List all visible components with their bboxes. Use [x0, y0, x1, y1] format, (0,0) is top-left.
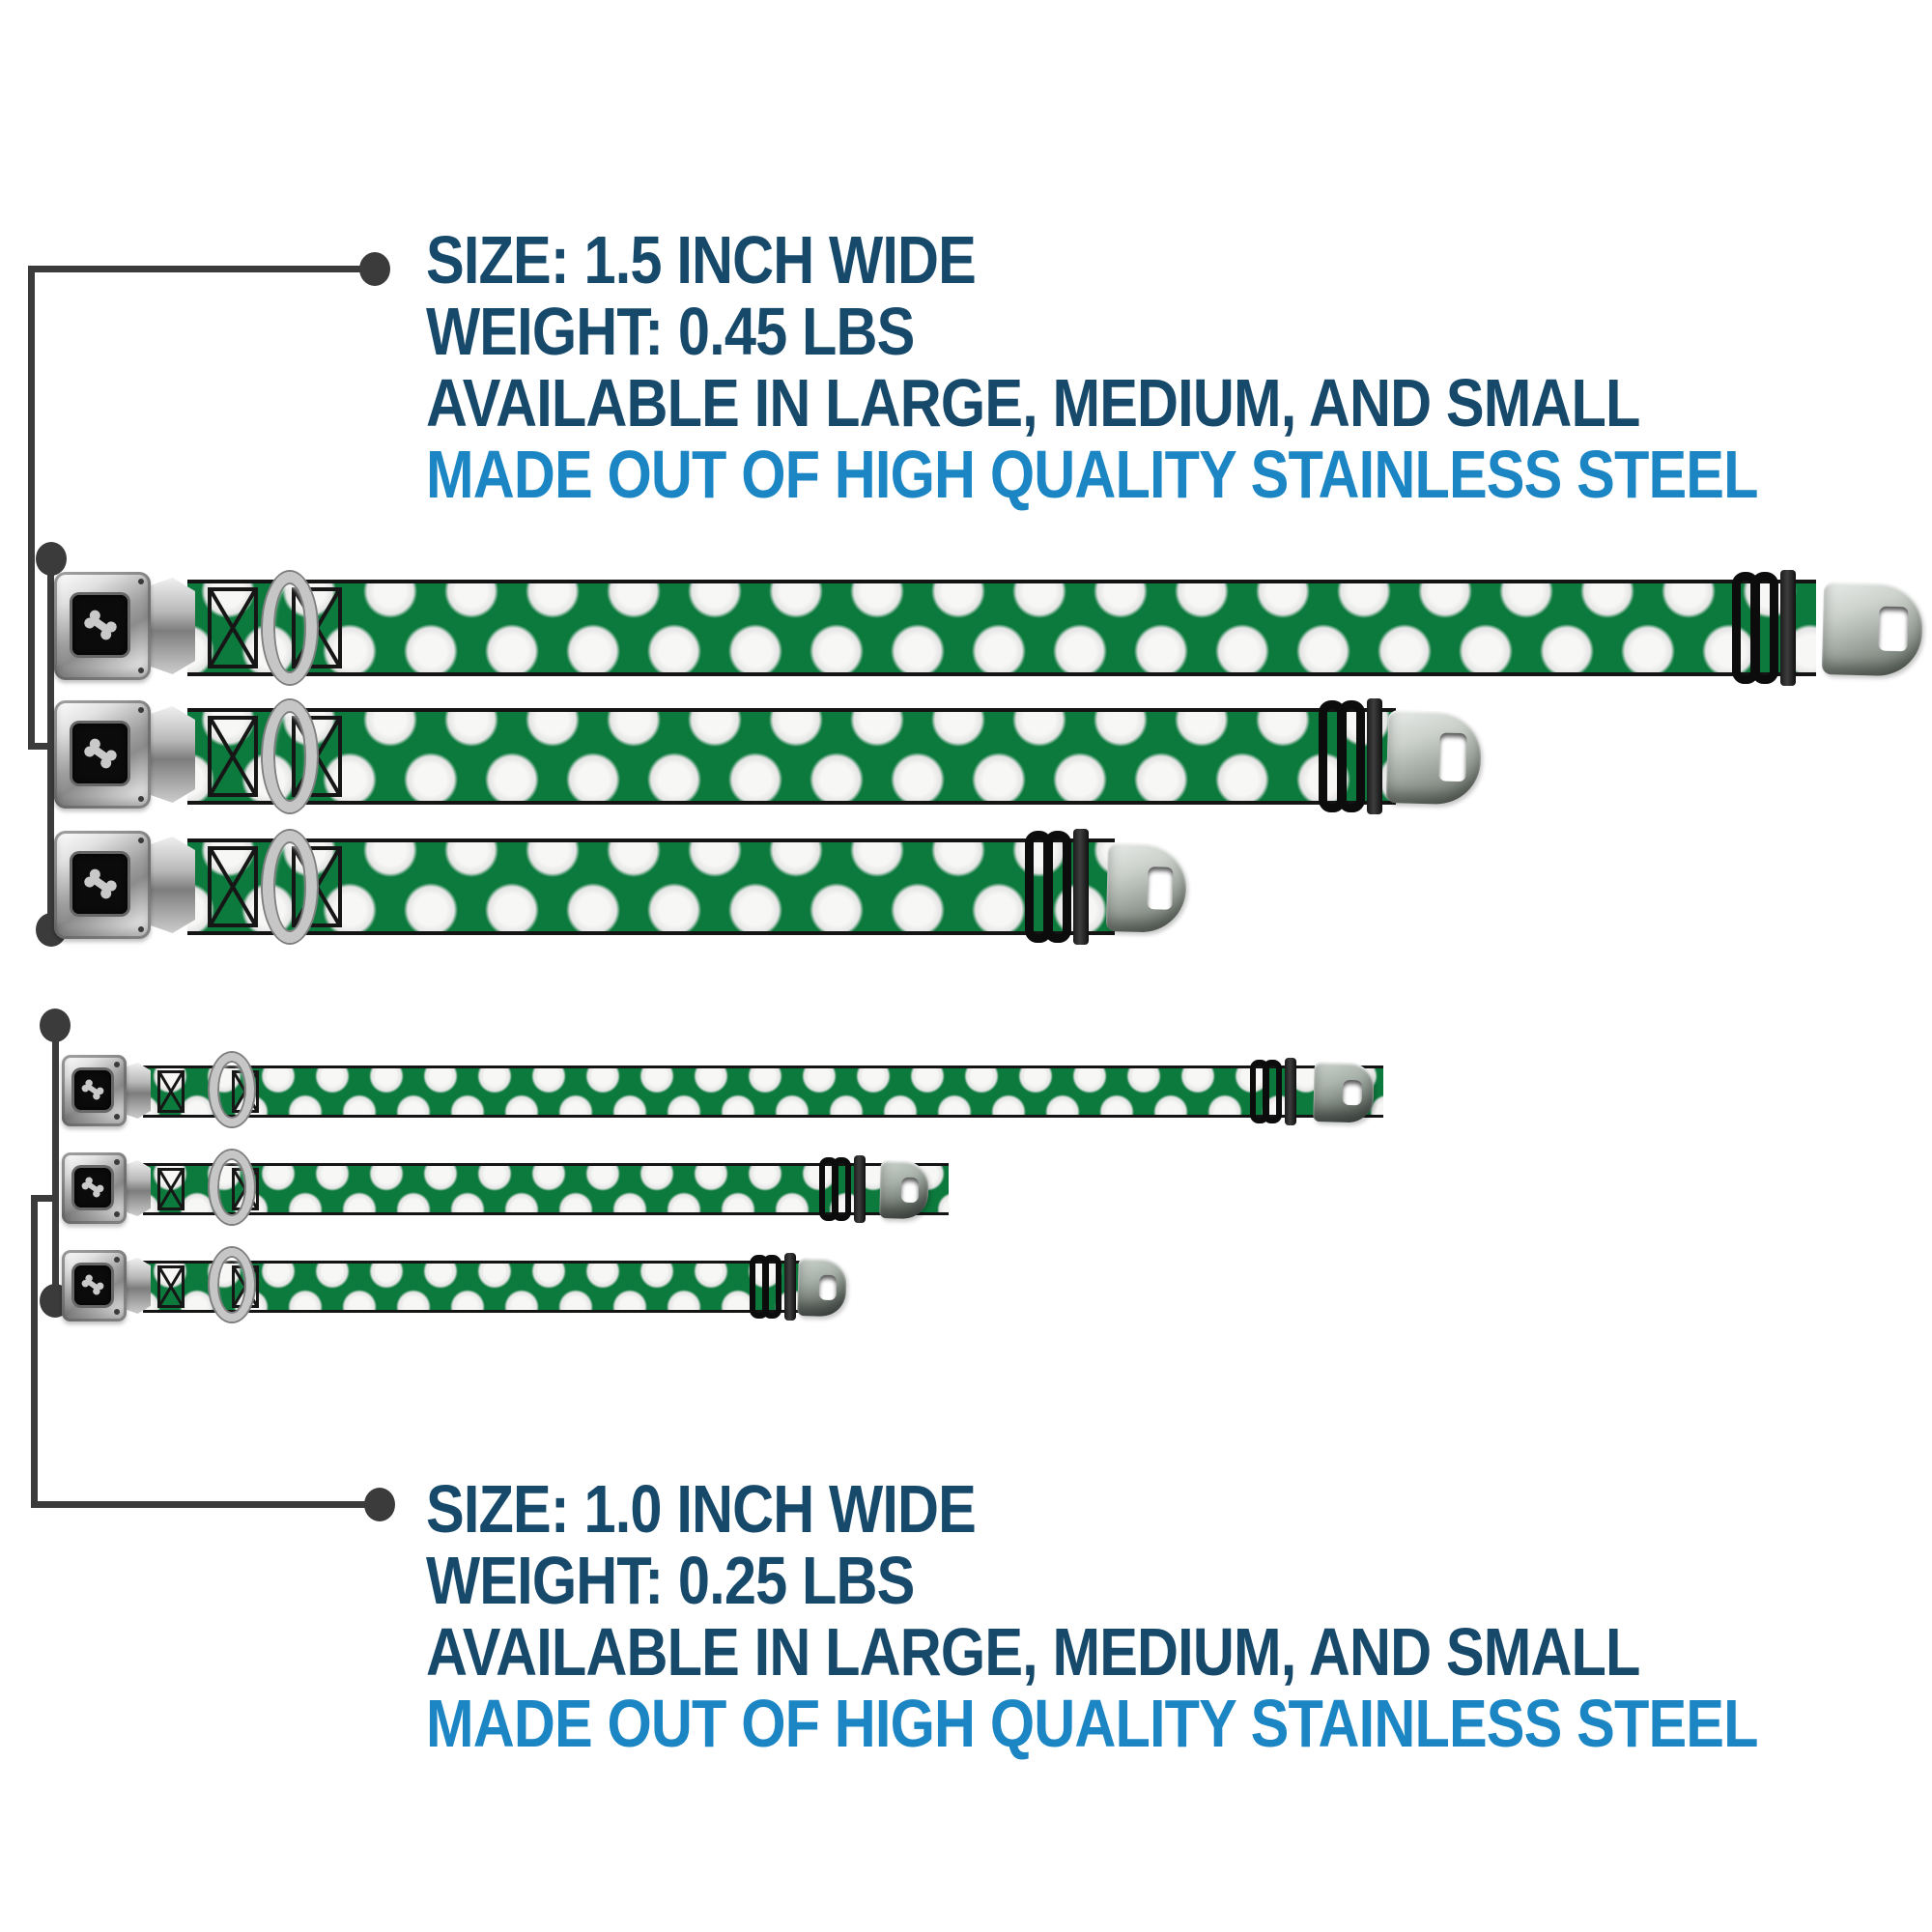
stitch-box — [157, 1265, 185, 1308]
rivet — [114, 1062, 120, 1067]
d-ring — [263, 831, 317, 943]
collar-strap — [143, 1065, 1383, 1118]
latch-plate-hole — [1147, 867, 1173, 910]
buckle-cam — [145, 837, 195, 933]
spec-material: MADE OUT OF HIGH QUALITY STAINLESS STEEL — [426, 1686, 1758, 1761]
rivet — [114, 1309, 120, 1315]
latch-plate — [1386, 710, 1482, 806]
latch-plate-hole — [819, 1275, 838, 1300]
d-ring — [210, 1151, 254, 1224]
seatbelt-buckle — [54, 700, 151, 809]
buckle-panel — [72, 724, 128, 784]
callout-line — [47, 558, 54, 930]
rivet — [138, 579, 144, 584]
callout-line — [28, 266, 376, 272]
buckle-panel — [72, 854, 128, 915]
callout-line — [31, 1501, 366, 1508]
collar-strap — [187, 580, 1816, 676]
stitch-box — [157, 1168, 185, 1210]
stitch-box — [208, 846, 258, 927]
rivet — [114, 1114, 120, 1120]
callout-line — [31, 1195, 38, 1508]
seatbelt-buckle — [62, 1152, 127, 1224]
dog-bone-icon — [73, 728, 126, 778]
latch-plate — [879, 1160, 929, 1219]
dog-bone-icon — [74, 1171, 110, 1205]
spec-weight: WEIGHT: 0.45 LBS — [426, 294, 915, 369]
seatbelt-buckle — [54, 572, 151, 680]
buckle-cam — [145, 706, 195, 803]
dog-bone-icon — [74, 1073, 110, 1107]
collar-1-5-inch-small — [54, 829, 1262, 945]
buckle-cam — [145, 578, 195, 674]
collar-1-5-inch-large — [54, 570, 1928, 686]
latch-plate — [1106, 842, 1187, 933]
spec-size: SIZE: 1.0 INCH WIDE — [426, 1471, 977, 1547]
collar-strap — [187, 708, 1396, 805]
callout-dot — [359, 252, 390, 286]
rivet — [138, 796, 144, 802]
rivet — [138, 926, 144, 932]
seatbelt-buckle — [62, 1055, 127, 1126]
rivet — [138, 707, 144, 713]
callout-line — [52, 1026, 59, 1301]
d-ring — [263, 572, 317, 684]
dog-bone-icon — [73, 859, 126, 908]
rivet — [114, 1159, 120, 1165]
latch-plate-hole — [1878, 607, 1908, 652]
buckle-panel — [74, 1265, 111, 1305]
latch-plate — [797, 1258, 847, 1317]
d-ring — [263, 700, 317, 812]
stitch-box — [208, 716, 258, 797]
latch-plate-hole — [1438, 732, 1466, 781]
spec-availability: AVAILABLE IN LARGE, MEDIUM, AND SMALL — [426, 365, 1640, 440]
latch-plate — [1822, 582, 1923, 677]
collar-1-0-inch-small — [62, 1250, 931, 1323]
rivet — [138, 838, 144, 843]
spec-weight: WEIGHT: 0.25 LBS — [426, 1543, 915, 1618]
buckle-panel — [74, 1070, 111, 1110]
stitch-box — [157, 1070, 185, 1113]
collar-1-0-inch-large — [62, 1055, 1395, 1128]
rivet — [114, 1211, 120, 1217]
collar-1-5-inch-medium — [54, 698, 1551, 814]
spec-block-1-5-inch — [426, 224, 1932, 510]
stitch-box — [208, 587, 258, 668]
spec-size: SIZE: 1.5 INCH WIDE — [426, 222, 977, 298]
seatbelt-buckle — [54, 831, 151, 939]
latch-plate-hole — [901, 1178, 920, 1203]
latch-plate — [1313, 1062, 1375, 1123]
rivet — [114, 1257, 120, 1263]
seatbelt-buckle — [62, 1250, 127, 1321]
callout-dot — [40, 1009, 71, 1042]
rivet — [138, 668, 144, 673]
spec-material: MADE OUT OF HIGH QUALITY STAINLESS STEEL — [426, 437, 1758, 512]
buckle-panel — [74, 1168, 111, 1208]
callout-line — [28, 266, 35, 750]
latch-plate-hole — [1343, 1080, 1363, 1106]
collar-1-0-inch-medium — [62, 1152, 1028, 1226]
d-ring — [210, 1248, 254, 1321]
spec-availability: AVAILABLE IN LARGE, MEDIUM, AND SMALL — [426, 1614, 1640, 1690]
d-ring — [210, 1053, 254, 1126]
callout-dot — [364, 1488, 395, 1521]
dog-bone-icon — [74, 1268, 110, 1302]
dog-bone-icon — [73, 600, 126, 649]
buckle-panel — [72, 595, 128, 656]
spec-block-1-0-inch — [426, 1473, 1932, 1759]
